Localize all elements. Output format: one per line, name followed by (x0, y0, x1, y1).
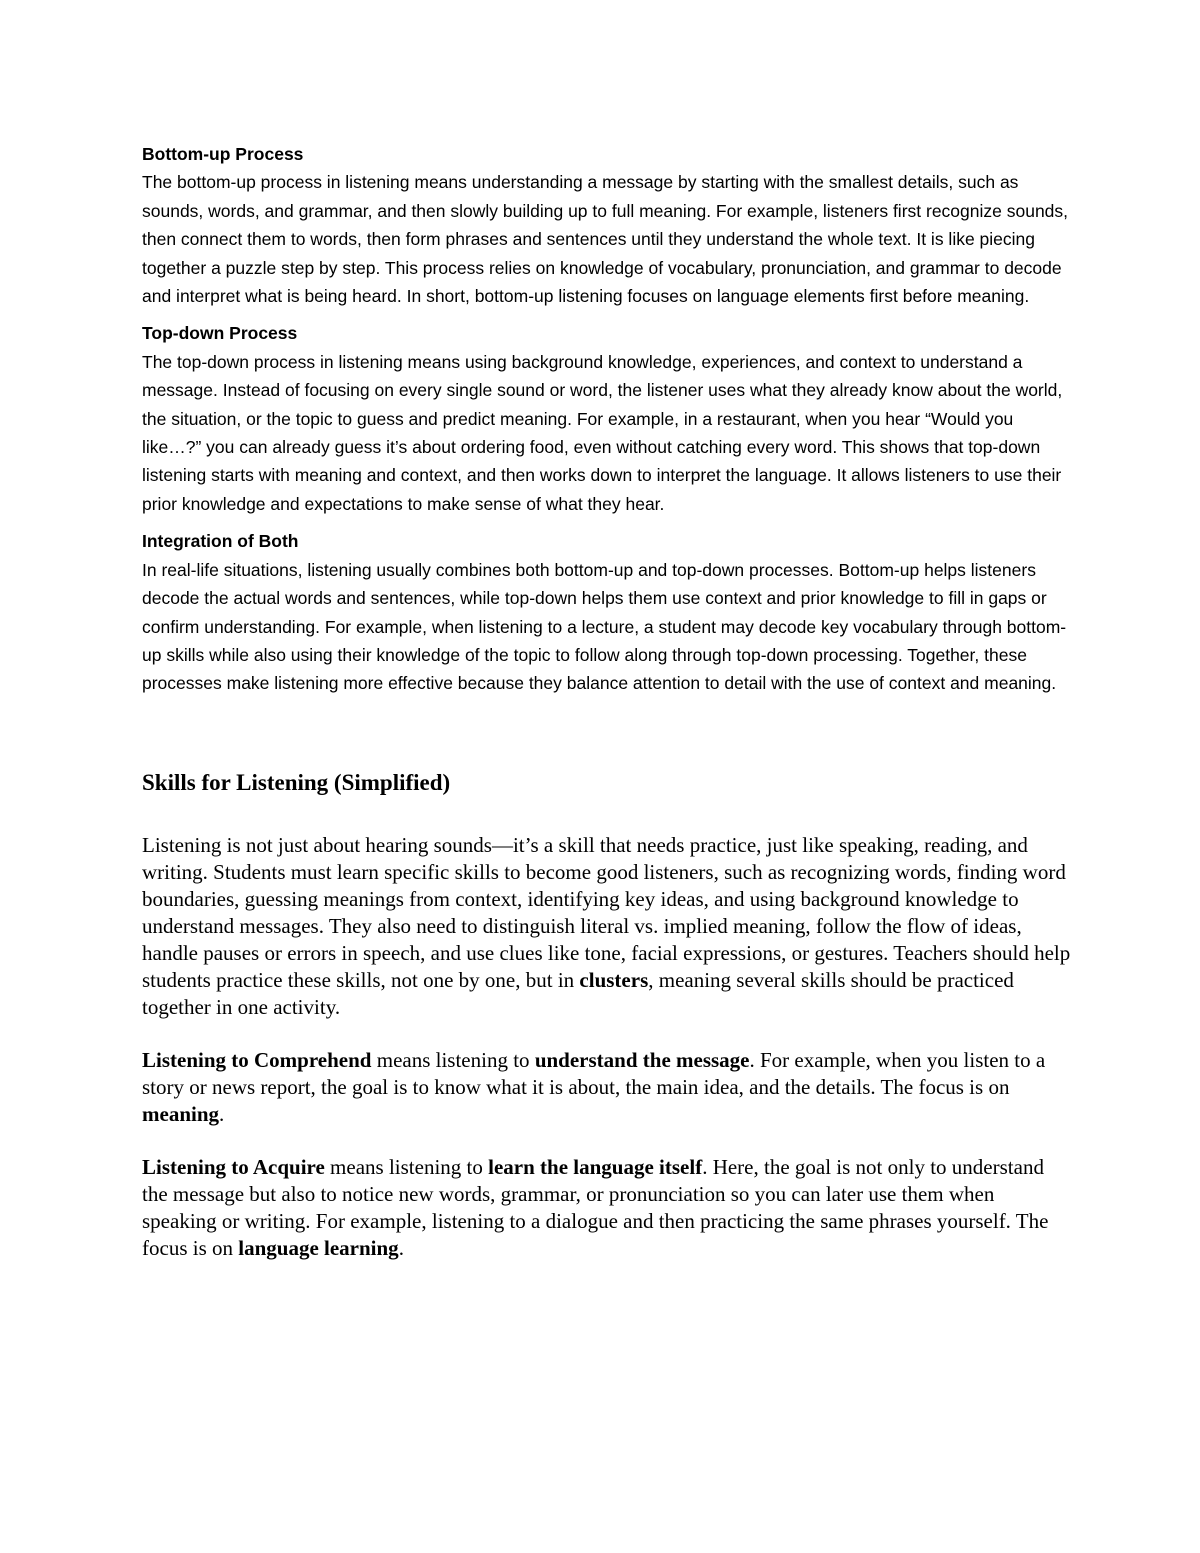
acquire-text-1: means listening to (324, 1154, 489, 1179)
section-body-integration: In real-life situations, listening usually combines both bottom-up and top-down processes. Bottom-up helps listeners decode the actual words and sentences, while top-down helps them use context and prior knowledge to fill in gaps or confirm understanding. For example, when listening to a lecture, a student may decode key vocabulary through bottom-up skills while also using their knowledge of the topic to follow along through top-down processing. Together, these processes make listening more effective because they balance attention to detail with the use of context and meaning. (142, 559, 1067, 694)
section-body-top-down: The top-down process in listening means using background knowledge, experiences, and context to understand a message. Instead of focusing on every single sound or word, the listener uses what they already know about the world, the situation, or the topic to guess and predict meaning. For example, in a restaurant, when you hear “Would you like…?” you can already guess it’s about ordering food, even without catching every word. This shows that top-down listening starts with meaning and context, and then works down to interpret the language. It allows listeners to use their prior knowledge and expectations to make sense of what they hear. (142, 351, 1063, 514)
acquire-paragraph (142, 1154, 1072, 1262)
skills-title: Skills for Listening (Simplified) (142, 769, 451, 795)
document-page (142, 140, 1072, 1262)
acquire-term: Listening to Acquire (142, 1154, 325, 1179)
comprehend-text-2: . For example, when you listen to a story or news report, the goal is to know what it is about, the main idea, and the details. The focus is on (142, 1047, 1046, 1099)
comprehend-paragraph (142, 1047, 1072, 1128)
skills-intro-bold: clusters (579, 967, 649, 992)
skills-intro-paragraph (142, 832, 1072, 1021)
section-heading-top-down: Top-down Process (142, 323, 298, 344)
process-sections (142, 140, 1072, 698)
skills-intro-text-b: , meaning several skills should be practiced together in one activity. (142, 967, 1014, 1019)
section-body-bottom-up: The bottom-up process in listening means understanding a message by starting with the smallest details, such as sounds, words, and grammar, and then slowly building up to full meaning. For example, listeners first recognize sounds, then connect them to words, then form phrases and sentences until they understand the whole text. It is like piecing together a puzzle step by step. This process relies on knowledge of vocabulary, pronunciation, and grammar to decode and interpret what is being heard. In short, bottom-up listening focuses on language elements first before meaning. (142, 172, 1069, 307)
comprehend-term: Listening to Comprehend (142, 1047, 372, 1072)
comprehend-text-1: means listening to (371, 1047, 535, 1072)
comprehend-bold-1: understand the message (534, 1047, 750, 1072)
skills-intro-text-a: Listening is not just about hearing sounds—it’s a skill that needs practice, just like speaking, reading, and writing. Students must learn specific skills to become good listeners, such as recognizing words, finding word boundaries, guessing meanings from context, identifying key ideas, and using background knowledge to understand messages. They also need to distinguish literal vs. implied meaning, follow the flow of ideas, handle pauses or errors in speech, and use clues like tone, facial expressions, or gestures. Teachers should help students practice these skills, not one by one, but in (142, 832, 1071, 992)
acquire-text-2: . Here, the goal is not only to understand the message but also to notice new words, grammar, or pronunciation so you can later use them when speaking or writing. For example, listening to a dialogue and then practicing the same phrases yourself. The focus is on (142, 1154, 1049, 1260)
acquire-bold-2: language learning (238, 1235, 399, 1260)
comprehend-bold-2: meaning (142, 1101, 220, 1126)
acquire-text-3: . (398, 1235, 404, 1260)
section-heading-bottom-up: Bottom-up Process (142, 144, 304, 164)
acquire-bold-1: learn the language itself (488, 1154, 703, 1179)
comprehend-text-3: . (219, 1101, 225, 1126)
section-heading-integration: Integration of Both (142, 531, 299, 552)
